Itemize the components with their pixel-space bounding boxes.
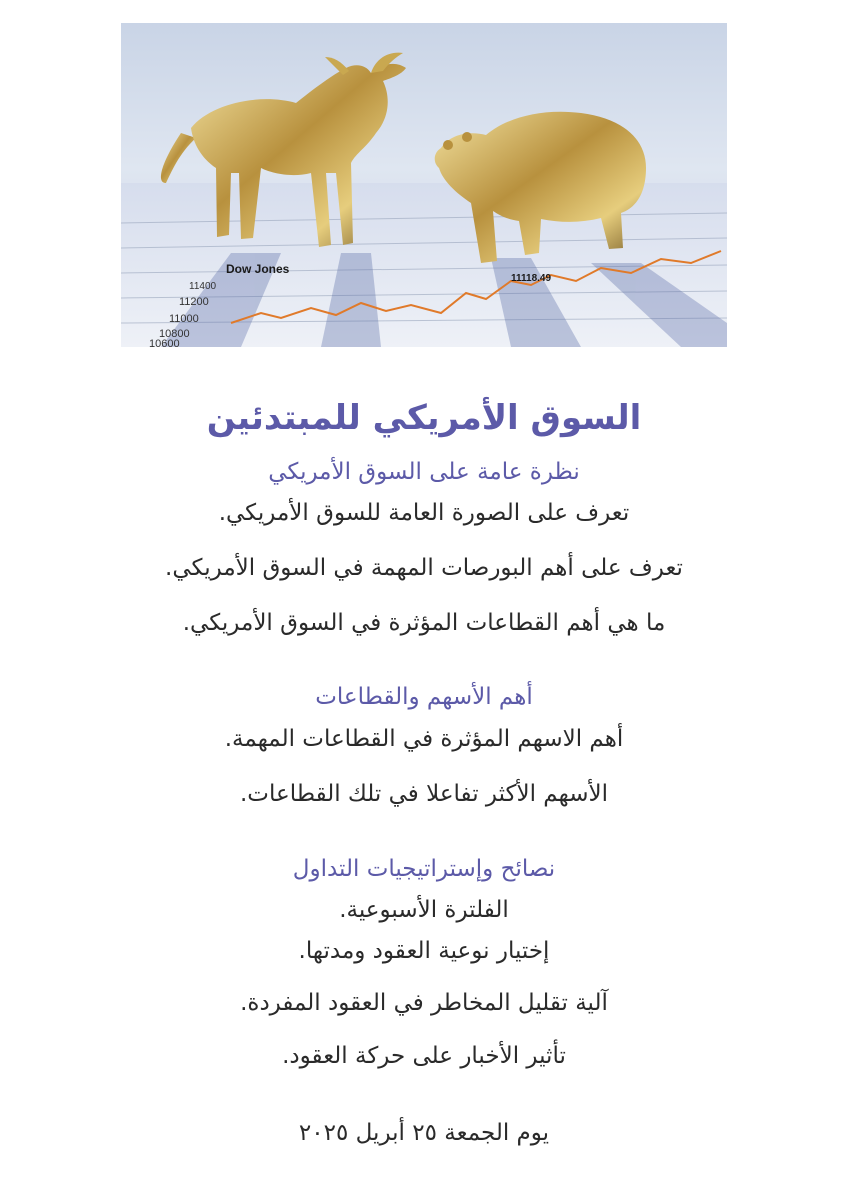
section-heading-trading-tips: نصائح وإستراتيجيات التداول — [292, 856, 556, 882]
list-item: تأثير الأخبار على حركة العقود. — [282, 1043, 566, 1069]
list-item: تعرف على أهم البورصات المهمة في السوق الأمريكي. — [165, 555, 683, 581]
list-item: آلية تقليل المخاطر في العقود المفردة. — [240, 990, 608, 1016]
section-heading-stocks-sectors: أهم الأسهم والقطاعات — [315, 684, 533, 710]
section-heading-market-overview: نظرة عامة على السوق الأمريكي — [268, 459, 580, 485]
list-item: ما هي أهم القطاعات المؤثرة في السوق الأمريكي. — [182, 610, 666, 636]
page-title: السوق الأمريكي للمبتدئين — [206, 398, 642, 438]
chart-value-label: 11118.49 — [511, 273, 552, 284]
list-item: الفلترة الأسبوعية. — [339, 897, 509, 923]
event-date: يوم الجمعة ٢٥ أبريل ٢٠٢٥ — [298, 1120, 550, 1146]
list-item: إختيار نوعية العقود ومدتها. — [298, 938, 550, 964]
chart-dow-jones-label: Dow Jones — [226, 262, 290, 276]
list-item: أهم الاسهم المؤثرة في القطاعات المهمة. — [224, 726, 624, 752]
chart-tick-4: 10800 — [159, 328, 190, 340]
chart-tick-3: 11000 — [169, 313, 199, 325]
list-item: تعرف على الصورة العامة للسوق الأمريكي. — [218, 500, 630, 526]
list-item: الأسهم الأكثر تفاعلا في تلك القطاعات. — [240, 781, 608, 807]
chart-tick-5: 10600 — [149, 338, 180, 347]
chart-tick-1: 11400 — [189, 281, 217, 292]
chart-tick-2: 11200 — [179, 296, 209, 308]
